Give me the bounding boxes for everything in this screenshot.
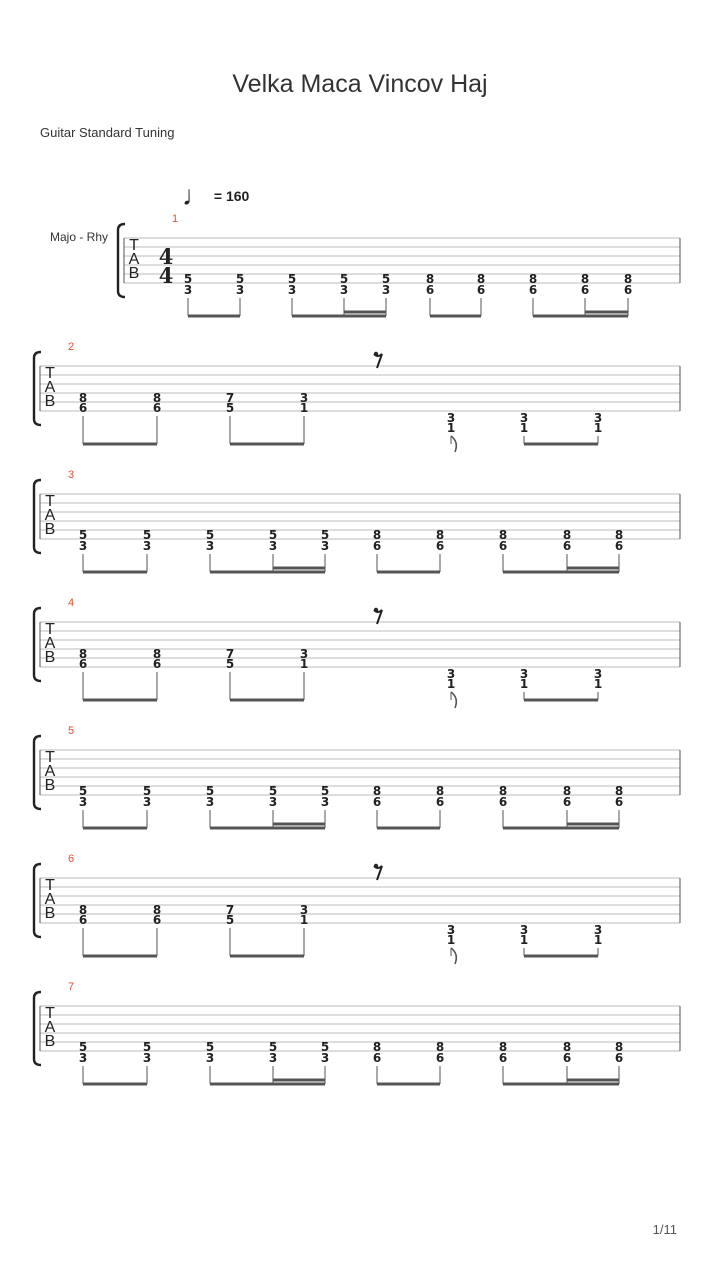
fret-number: 6 [425,283,435,297]
fret-number: 5 [183,272,193,286]
fret-number: 7 [225,647,235,661]
fret-number: 3 [287,283,297,297]
fret-number: 8 [614,784,624,798]
fret-number: 6 [562,539,572,553]
tab-clef-letter: B [44,905,56,922]
fret-number: 3 [205,539,215,553]
fret-number: 8 [562,784,572,798]
tab-clef-letter: B [44,649,56,666]
fret-number: 3 [446,411,456,425]
tab-clef-letter: A [44,635,56,652]
fret-number: 3 [593,667,603,681]
fret-number: 3 [320,539,330,553]
page-number: 1/11 [652,1222,677,1237]
fret-number: 6 [152,913,162,927]
eighth-rest-dot [374,864,378,868]
tab-clef-letter: T [45,749,55,766]
note-flag [451,948,456,964]
tab-clef-letter: A [128,251,140,268]
fret-number: 1 [593,677,603,691]
fret-number: 3 [519,923,529,937]
fret-number: 3 [320,1051,330,1065]
tab-clef-letter: A [44,763,56,780]
tab-clef-letter: T [45,365,55,382]
fret-number: 3 [205,1051,215,1065]
fret-number: 3 [78,539,88,553]
fret-number: 6 [476,283,486,297]
fret-number: 6 [498,539,508,553]
fret-number: 6 [152,401,162,415]
fret-number: 3 [142,539,152,553]
tab-clef-letter: B [44,1033,56,1050]
fret-number: 1 [299,657,309,671]
fret-number: 3 [268,795,278,809]
fret-number: 6 [580,283,590,297]
fret-number: 8 [152,903,162,917]
fret-number: 5 [142,1040,152,1054]
tab-system-7 [0,976,720,1104]
fret-number: 6 [614,795,624,809]
fret-number: 5 [268,784,278,798]
fret-number: 6 [623,283,633,297]
fret-number: 5 [268,1040,278,1054]
fret-number: 3 [519,667,529,681]
tab-clef-letter: B [44,777,56,794]
fret-number: 8 [152,647,162,661]
fret-number: 8 [372,528,382,542]
fret-number: 5 [205,1040,215,1054]
fret-number: 8 [152,391,162,405]
fret-number: 6 [372,1051,382,1065]
tab-clef-letter: T [45,621,55,638]
fret-number: 5 [225,913,235,927]
eighth-rest-dot [374,352,378,356]
fret-number: 6 [562,795,572,809]
fret-number: 8 [372,1040,382,1054]
tab-clef-letter: B [44,393,56,410]
fret-number: 8 [614,1040,624,1054]
fret-number: 5 [78,528,88,542]
fret-number: 6 [498,1051,508,1065]
fret-number: 8 [562,528,572,542]
track-name: Majo - Rhy [50,230,109,244]
fret-number: 6 [435,1051,445,1065]
fret-number: 6 [498,795,508,809]
fret-number: 6 [562,1051,572,1065]
fret-number: 8 [580,272,590,286]
measure-number: 3 [68,469,75,481]
fret-number: 5 [142,784,152,798]
fret-number: 5 [320,1040,330,1054]
fret-number: 5 [268,528,278,542]
fret-number: 1 [446,677,456,691]
measure-number: 7 [68,981,75,993]
fret-number: 5 [225,657,235,671]
fret-number: 8 [528,272,538,286]
fret-number: 5 [381,272,391,286]
fret-number: 5 [78,784,88,798]
tab-system-3 [0,464,720,592]
time-signature-top: 4 [158,244,174,269]
fret-number: 5 [320,784,330,798]
tab-clef-letter: B [44,521,56,538]
fret-number: 3 [381,283,391,297]
measure-number: 4 [68,597,75,609]
fret-number: 7 [225,391,235,405]
fret-number: 6 [528,283,538,297]
fret-number: 5 [339,272,349,286]
fret-number: 1 [446,933,456,947]
song-title: Velka Maca Vincov Haj [232,70,488,98]
fret-number: 6 [78,401,88,415]
fret-number: 8 [476,272,486,286]
fret-number: 1 [299,401,309,415]
fret-number: 6 [372,795,382,809]
fret-number: 7 [225,903,235,917]
tab-clef-letter: B [128,265,140,282]
fret-number: 3 [593,923,603,937]
fret-number: 5 [235,272,245,286]
fret-number: 1 [519,421,529,435]
fret-number: 8 [435,528,445,542]
fret-number: 3 [299,391,309,405]
fret-number: 3 [142,1051,152,1065]
fret-number: 3 [339,283,349,297]
tab-system-5 [0,720,720,848]
fret-number: 5 [142,528,152,542]
fret-number: 3 [205,795,215,809]
fret-number: 8 [562,1040,572,1054]
fret-number: 3 [446,667,456,681]
tab-clef-letter: A [44,507,56,524]
tab-clef-letter: T [45,877,55,894]
fret-number: 8 [614,528,624,542]
tuning-label: Guitar Standard Tuning [40,125,175,140]
fret-number: 3 [299,647,309,661]
tab-clef-letter: T [45,1005,55,1022]
fret-number: 8 [498,1040,508,1054]
fret-number: 6 [435,795,445,809]
tab-clef-letter: T [129,237,139,254]
fret-number: 1 [593,421,603,435]
fret-number: 8 [78,903,88,917]
fret-number: 5 [205,784,215,798]
fret-number: 6 [78,913,88,927]
measure-number: 1 [172,213,179,225]
tab-clef-letter: A [44,379,56,396]
note-flag [451,692,456,708]
fret-number: 8 [78,391,88,405]
tab-system-1 [0,208,720,336]
tab-clef-letter: T [45,493,55,510]
fret-number: 3 [593,411,603,425]
fret-number: 6 [78,657,88,671]
fret-number: 6 [372,539,382,553]
eighth-rest-dot [374,608,378,612]
tab-system-2 [0,336,720,464]
fret-number: 1 [519,933,529,947]
fret-number: 3 [320,795,330,809]
fret-number: 8 [78,647,88,661]
measure-number: 2 [68,341,75,353]
fret-number: 1 [299,913,309,927]
fret-number: 3 [519,411,529,425]
fret-number: 8 [435,1040,445,1054]
measure-number: 5 [68,725,75,737]
fret-number: 8 [372,784,382,798]
fret-number: 5 [78,1040,88,1054]
fret-number: 3 [268,539,278,553]
tab-system-6 [0,848,720,976]
fret-number: 6 [614,1051,624,1065]
fret-number: 1 [593,933,603,947]
tab-clef-letter: A [44,891,56,908]
fret-number: 1 [519,677,529,691]
fret-number: 8 [498,528,508,542]
quarter-note-icon: ♩ [182,180,210,211]
fret-number: 3 [78,795,88,809]
measure-number: 6 [68,853,75,865]
fret-number: 8 [435,784,445,798]
fret-number: 3 [78,1051,88,1065]
tab-clef-letter: A [44,1019,56,1036]
fret-number: 5 [205,528,215,542]
fret-number: 3 [183,283,193,297]
fret-number: 5 [225,401,235,415]
fret-number: 6 [152,657,162,671]
fret-number: 1 [446,421,456,435]
note-flag [451,436,456,452]
fret-number: 6 [614,539,624,553]
fret-number: 3 [268,1051,278,1065]
fret-number: 3 [299,903,309,917]
tab-system-4 [0,592,720,720]
time-signature-bottom: 4 [158,263,174,288]
fret-number: 3 [235,283,245,297]
tempo-marking [182,176,250,211]
tempo-value: = 160 [213,188,250,204]
fret-number: 8 [498,784,508,798]
fret-number: 6 [435,539,445,553]
fret-number: 3 [142,795,152,809]
fret-number: 5 [320,528,330,542]
fret-number: 5 [287,272,297,286]
fret-number: 8 [623,272,633,286]
fret-number: 3 [446,923,456,937]
fret-number: 8 [425,272,435,286]
